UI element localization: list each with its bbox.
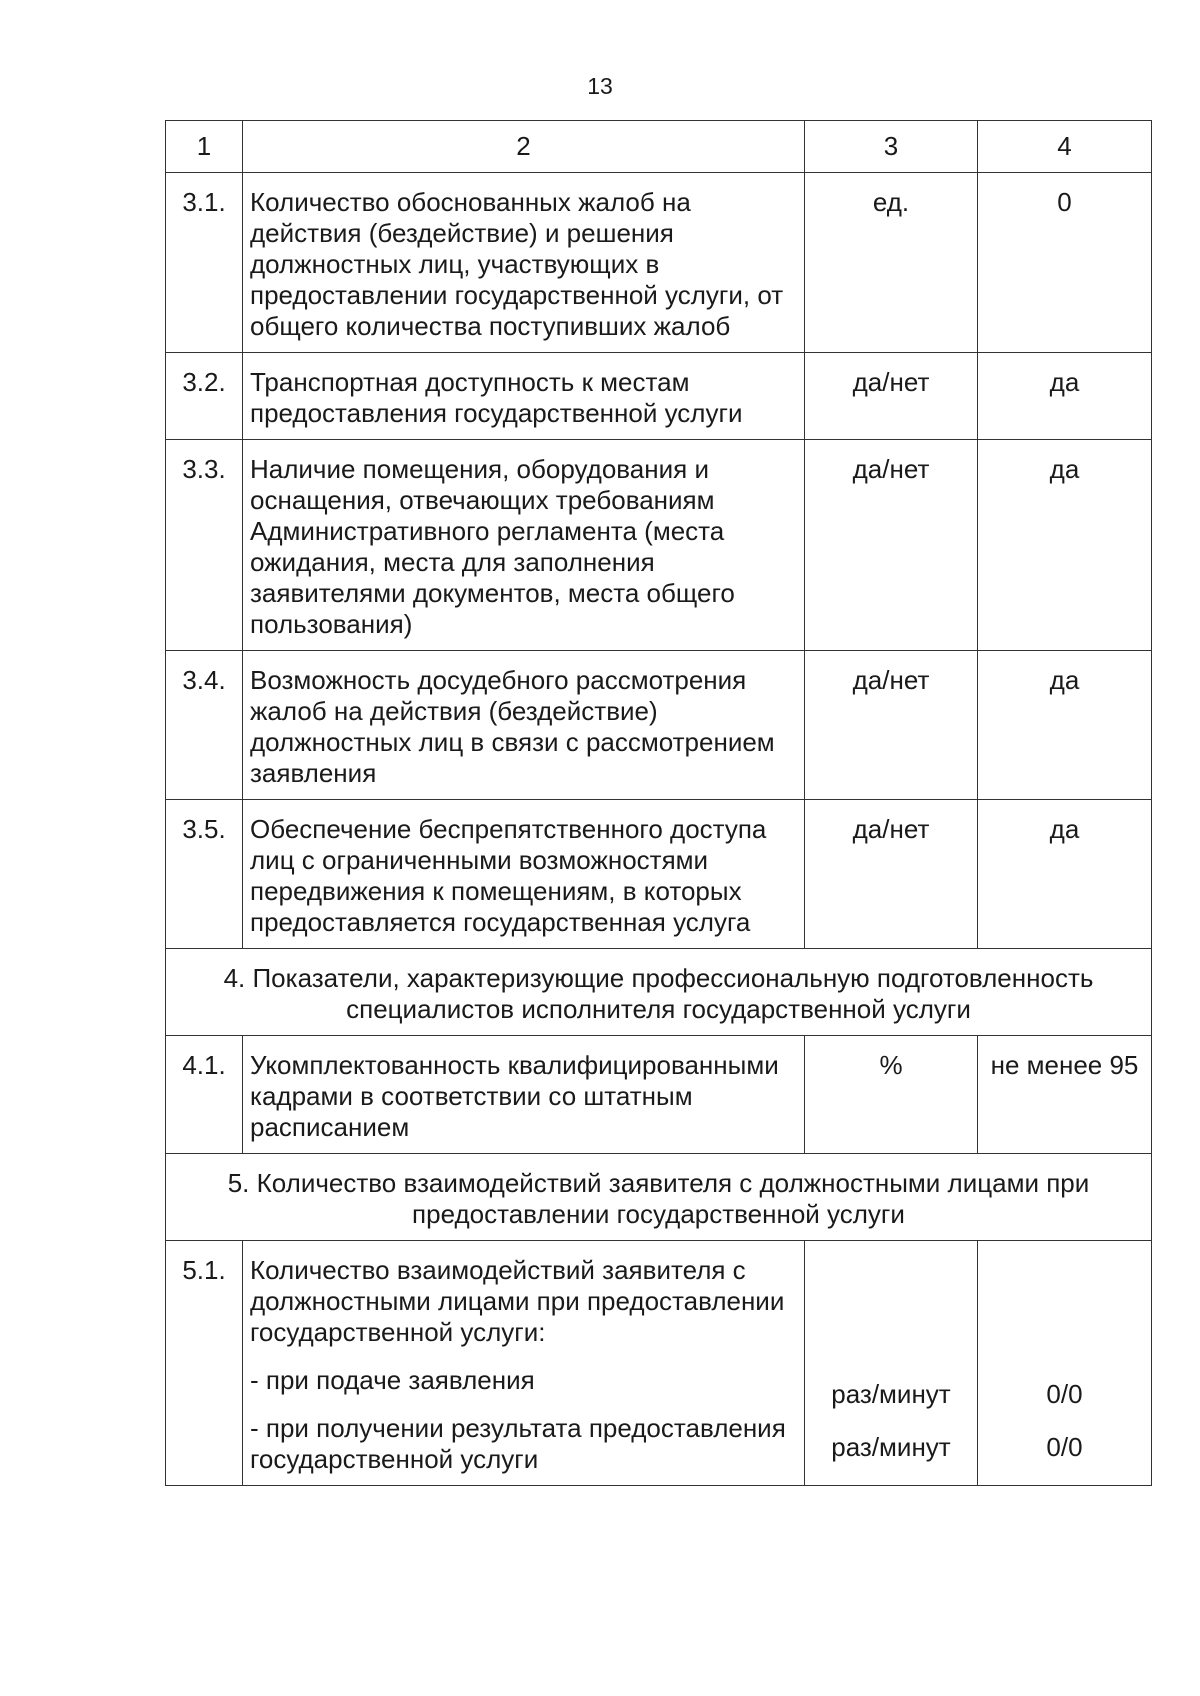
header-col-3: 3	[805, 121, 978, 173]
row-unit: да/нет	[805, 800, 978, 949]
table-header-row	[166, 121, 1152, 173]
row-value: да	[978, 353, 1152, 440]
row-number: 3.4.	[166, 651, 243, 800]
row-unit: да/нет	[805, 651, 978, 800]
section-5-heading: 5. Количество взаимодействий заявителя с должностными лицами при предоставлении государственной услуги	[166, 1154, 1152, 1241]
row-value: да	[978, 800, 1152, 949]
header-col-1: 1	[166, 121, 243, 173]
section-row	[166, 949, 1152, 1036]
row-value: да	[978, 651, 1152, 800]
table-row	[166, 800, 1152, 949]
row-description: Возможность досудебного рассмотрения жалоб на действия (бездействие) должностных лиц в связи с рассмотрением заявления	[243, 651, 805, 800]
row-description	[243, 1241, 805, 1486]
row-number: 3.3.	[166, 440, 243, 651]
row-unit: ед.	[805, 173, 978, 353]
row-description: Наличие помещения, оборудования и оснащения, отвечающих требованиям Административного регламента (места ожидания, места для заполнения заявителями документов, места общего пользования)	[243, 440, 805, 651]
indicators-table	[165, 120, 1152, 1486]
row-description: Транспортная доступность к местам предоставления государственной услуги	[243, 353, 805, 440]
table-row	[166, 1036, 1152, 1154]
row-number: 3.5.	[166, 800, 243, 949]
section-row	[166, 1154, 1152, 1241]
row-value	[978, 1241, 1152, 1486]
row-unit: %	[805, 1036, 978, 1154]
row-unit: да/нет	[805, 353, 978, 440]
row-value: 0	[978, 173, 1152, 353]
row-description-sub-2: - при получении результата предоставления государственной услуги	[250, 1413, 786, 1474]
row-unit-1: раз/минут	[831, 1379, 951, 1409]
row-number: 3.1.	[166, 173, 243, 353]
row-description-main: Количество взаимодействий заявителя с должностными лицами при предоставлении государственной услуги:	[250, 1255, 785, 1347]
row-number: 3.2.	[166, 353, 243, 440]
header-col-2: 2	[243, 121, 805, 173]
row-description: Укомплектованность квалифицированными кадрами в соответствии со штатным расписанием	[243, 1036, 805, 1154]
table-row	[166, 173, 1152, 353]
row-description: Количество обоснованных жалоб на действия (бездействие) и решения должностных лиц, участвующих в предоставлении государственной услуги, от общего количества поступивших жалоб	[243, 173, 805, 353]
table-row	[166, 353, 1152, 440]
table-row	[166, 440, 1152, 651]
header-col-4: 4	[978, 121, 1152, 173]
row-value-1: 0/0	[1046, 1379, 1083, 1409]
row-description-sub-1: - при подаче заявления	[250, 1365, 535, 1395]
row-number: 4.1.	[166, 1036, 243, 1154]
row-description: Обеспечение беспрепятственного доступа лиц с ограниченными возможностями передвижения к помещениям, в которых предоставляется государственная услуга	[243, 800, 805, 949]
table-row	[166, 1241, 1152, 1486]
row-value: да	[978, 440, 1152, 651]
row-value-2: 0/0	[1046, 1432, 1083, 1462]
row-unit: да/нет	[805, 440, 978, 651]
table-row	[166, 651, 1152, 800]
row-number: 5.1.	[166, 1241, 243, 1486]
section-4-heading: 4. Показатели, характеризующие профессиональную подготовленность специалистов исполнителя государственной услуги	[166, 949, 1152, 1036]
row-unit	[805, 1241, 978, 1486]
row-unit-2: раз/минут	[831, 1432, 951, 1462]
page-number: 13	[587, 73, 613, 99]
row-value: не менее 95	[978, 1036, 1152, 1154]
